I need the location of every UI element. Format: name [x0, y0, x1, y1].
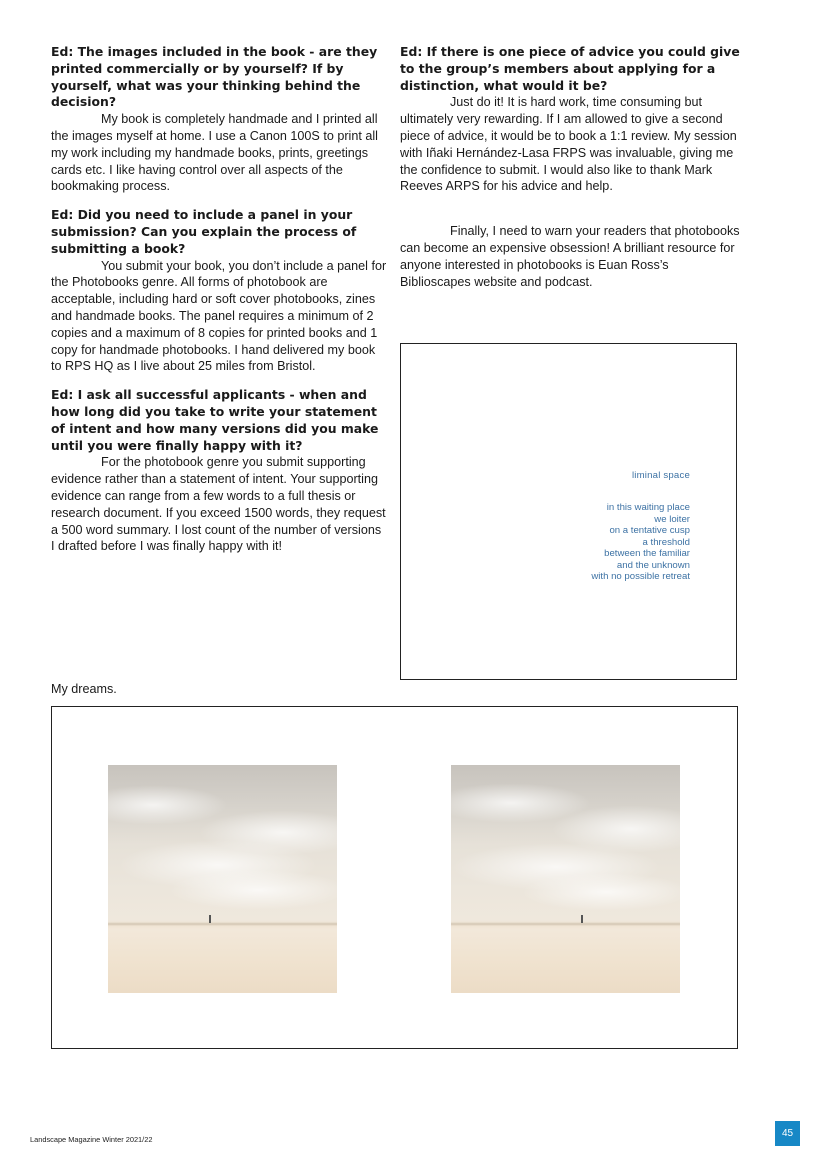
- answer-5: [400, 223, 740, 290]
- answer-3-text: For the photobook genre you submit supporting evidence rather than a statement of intent. Your supporting evidence can range from a few words to a full thesis or research document. If you exceed 1500 words, they request a 500 word summary. I lost count of the number of versions I drafted before I was finally happy with it!: [51, 455, 386, 554]
- answer-2: [51, 258, 387, 376]
- answer-5-text: Finally, I need to warn your readers that photobooks can become an expensive obsession! A brilliant resource for anyone interested in photobooks is Euan Ross’s Biblioscapes website and podcast.: [400, 224, 740, 289]
- answer-4: [400, 94, 740, 195]
- question-1: Ed: The images included in the book - are they printed commercially or by yourself? If by yourself, what was your thinking behind the decision?: [51, 44, 378, 110]
- left-column: [51, 44, 387, 567]
- question-2: Ed: Did you need to include a panel in your submission? Can you explain the process of submitting a book?: [51, 207, 357, 256]
- answer-1-text: My book is completely handmade and I printed all the images myself at home. I use a Canon 100S to print all my work including my handmade books, prints, greetings cards etc. I like having control over all aspects of the bookmaking process.: [51, 112, 378, 194]
- answer-4-text: Just do it! It is hard work, time consuming but ultimately very rewarding. If I am allowed to give a second piece of advice, it would be to book a 1:1 review. My session with Iñaki Hernández-Lasa FRPS was invaluable, giving me the confidence to submit. I would also like to thank Mark Reeves ARPS for his advice and help.: [400, 95, 737, 194]
- question-3: Ed: I ask all successful applicants - when and how long did you take to write your statement of intent and how many versions did you make until you were finally happy with it?: [51, 387, 379, 453]
- poem-line: in this waiting place: [606, 502, 690, 513]
- landscape-photo-left: [108, 765, 337, 993]
- landscape-photo-right: [451, 765, 680, 993]
- poem-title: liminal space: [631, 470, 690, 481]
- poem-line: a threshold: [642, 536, 690, 548]
- poem-page-image: [400, 343, 737, 680]
- magazine-footer: Landscape Magazine Winter 2021/22: [30, 1135, 153, 1144]
- photo-spread: [51, 706, 738, 1049]
- poem-line: and the unknown: [616, 559, 690, 571]
- right-column: [400, 44, 740, 302]
- poem-line: with no possible retreat: [591, 571, 690, 582]
- photo-caption: My dreams.: [51, 682, 117, 696]
- poem-line: on a tentative cusp: [609, 525, 690, 536]
- answer-1: [51, 111, 387, 195]
- poem-text: [591, 502, 690, 583]
- question-4: Ed: If there is one piece of advice you could give to the group’s members about applying for a distinction, what would it be?: [400, 44, 740, 93]
- answer-3: [51, 454, 387, 555]
- page-number: 45: [775, 1121, 800, 1146]
- answer-2-text: You submit your book, you don’t include a panel for the Photobooks genre. All forms of photobook are acceptable, including hard or soft cover photobooks, zines and handmade books. The panel requires a minimum of 2 copies and a maximum of 8 copies for printed books and 1 copy for handmade photobooks. I hand delivered my book to RPS HQ as I live about 25 miles from Bristol.: [51, 258, 387, 374]
- poem-line: between the familiar: [604, 548, 690, 559]
- poem-line: we loiter: [654, 513, 690, 525]
